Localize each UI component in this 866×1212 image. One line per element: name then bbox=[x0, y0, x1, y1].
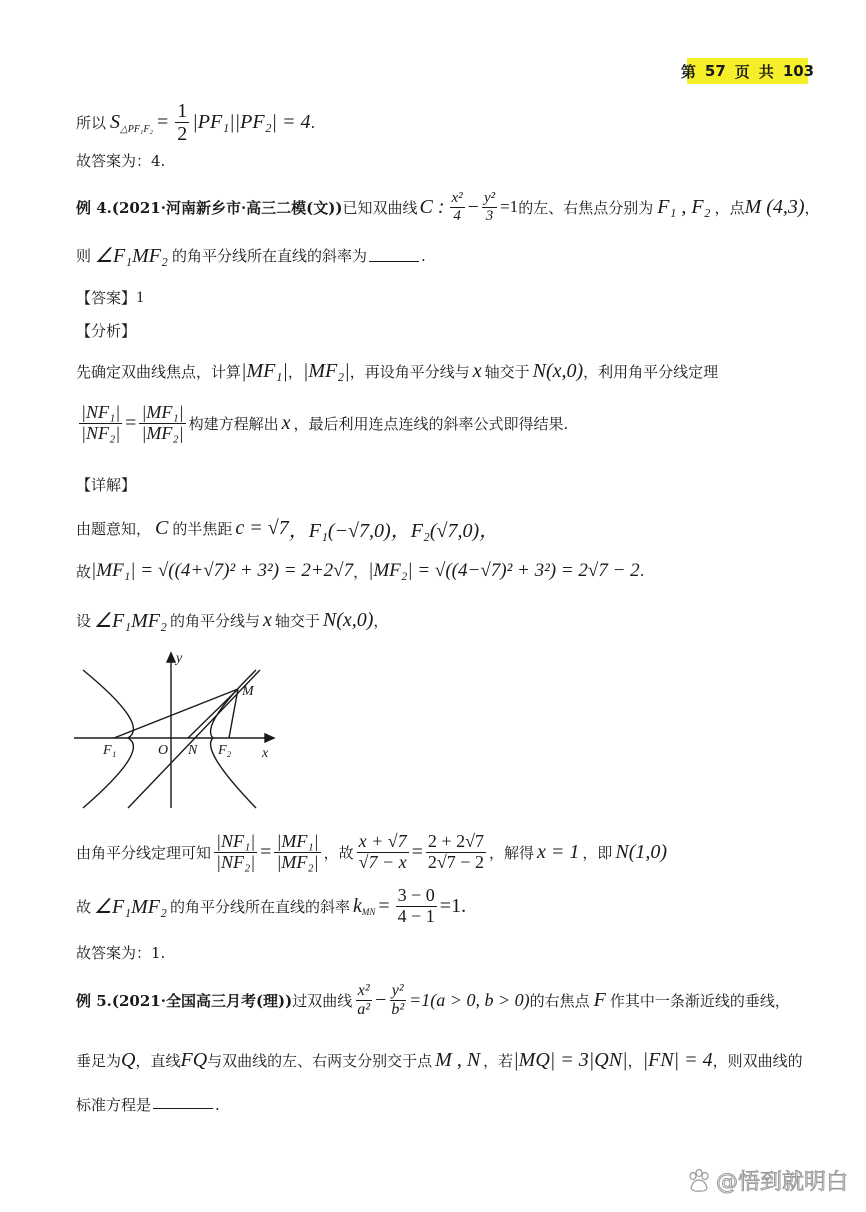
answer-label: 【答案】 bbox=[76, 289, 137, 307]
text: 则 bbox=[76, 247, 92, 265]
frac-den: |MF₂| bbox=[141, 422, 184, 443]
analysis-line2 bbox=[76, 403, 568, 444]
slope-line bbox=[76, 886, 466, 927]
text-end: . bbox=[215, 1095, 220, 1114]
eq: = bbox=[260, 840, 272, 863]
fraction-nf bbox=[79, 403, 122, 444]
text: ，故 bbox=[323, 843, 354, 862]
angle: ∠F₁MF₂ bbox=[94, 895, 167, 918]
math-n: N(x,0) bbox=[532, 360, 584, 382]
text: 过双曲线 bbox=[292, 991, 353, 1010]
hyperbola-diagram bbox=[70, 640, 300, 815]
text: 轴交于 bbox=[484, 363, 530, 381]
text: 设 bbox=[76, 612, 92, 630]
math-mn: M , N bbox=[435, 1049, 481, 1071]
bisector-line bbox=[128, 670, 260, 808]
example5-stem bbox=[76, 982, 790, 1018]
fraction-y2-b2 bbox=[389, 982, 406, 1018]
text: ，即 bbox=[582, 843, 613, 862]
frac-den: 2 bbox=[177, 123, 188, 145]
frac-num: y² bbox=[483, 190, 496, 206]
focus-f: F bbox=[593, 988, 606, 1011]
text-prefix: 所以 bbox=[76, 114, 107, 132]
final-answer: 故答案为：1. bbox=[76, 944, 166, 962]
frac-num: x² bbox=[357, 982, 370, 999]
page-label-prefix: 第 bbox=[680, 62, 696, 81]
text: ，利用角平分线定理 bbox=[583, 363, 719, 381]
point-m: M (4,3) bbox=[744, 195, 805, 218]
stem-text: 已知双曲线 bbox=[342, 198, 418, 217]
math-mf2: |MF₂| bbox=[302, 360, 350, 382]
answer-row bbox=[76, 287, 144, 308]
fraction-mf bbox=[139, 403, 185, 444]
frac-den: |MF₂| bbox=[276, 851, 319, 872]
eq: = bbox=[378, 894, 390, 917]
frac-den: 4 bbox=[453, 207, 461, 224]
example-label: 例 5. bbox=[76, 991, 112, 1010]
math-x: x bbox=[262, 609, 272, 631]
condition-1: |MQ| = 3|QN| bbox=[513, 1049, 628, 1071]
text: 垂足为 bbox=[76, 1052, 122, 1070]
math-f1: ，F₁(−√7,0) bbox=[288, 520, 391, 542]
minus: − bbox=[375, 988, 387, 1011]
text: 故 bbox=[76, 897, 92, 916]
math-mf1: |MF₁| bbox=[241, 360, 288, 382]
stem-text: ，点 bbox=[714, 198, 745, 217]
watermark bbox=[686, 1165, 848, 1196]
text: ， bbox=[353, 562, 369, 581]
math-c-value: c = √7 bbox=[235, 517, 289, 539]
foci: F₁ , F₂ bbox=[657, 195, 711, 218]
fraction-half bbox=[175, 100, 189, 145]
label-x: x bbox=[262, 746, 269, 761]
frac-den: |NF₂| bbox=[81, 422, 121, 443]
text: ，再设角平分线与 bbox=[349, 363, 470, 381]
hyperbola-left-branch bbox=[83, 670, 133, 808]
text: 的角平分线所在直线的斜率为 bbox=[171, 247, 367, 265]
fraction-y2-3 bbox=[482, 190, 497, 224]
curve-name: C : bbox=[419, 195, 445, 218]
text: ， bbox=[627, 1052, 643, 1070]
analysis-line1 bbox=[76, 360, 718, 383]
analysis-label: 【分析】 bbox=[76, 322, 137, 340]
math-s: S bbox=[110, 111, 121, 133]
minus: − bbox=[467, 195, 479, 218]
frac-num: |NF₁| bbox=[81, 402, 121, 422]
condition: =1(a > 0, b > 0) bbox=[409, 989, 530, 1010]
angle: ∠F₁MF₂ bbox=[94, 610, 167, 632]
baidu-paw-icon bbox=[686, 1168, 712, 1194]
math-x: x bbox=[472, 360, 482, 382]
text: 构建方程解出 bbox=[188, 414, 279, 433]
text: ，若 bbox=[483, 1052, 514, 1070]
watermark-text: @悟到就明白 bbox=[716, 1170, 849, 1195]
fraction-values bbox=[426, 832, 486, 873]
frac-num: x + √7 bbox=[358, 831, 407, 851]
frac-num: 2 + 2√7 bbox=[427, 831, 484, 851]
page-number-badge bbox=[680, 58, 815, 84]
fraction-x2-4 bbox=[450, 190, 465, 224]
example5-line3 bbox=[76, 1094, 220, 1115]
text: 标准方程是 bbox=[76, 1096, 152, 1114]
answer-value: 1 bbox=[136, 288, 145, 306]
text: 的角平分线与 bbox=[169, 612, 260, 630]
solution-x: x = 1 bbox=[536, 840, 580, 863]
text: 与双曲线的左、右两支分别交于点 bbox=[207, 1052, 433, 1070]
condition-2: |FN| = 4 bbox=[642, 1049, 713, 1071]
fraction-x-sqrt7 bbox=[357, 832, 409, 873]
label-n: N bbox=[188, 743, 198, 758]
text-end: . bbox=[310, 113, 316, 132]
frac-den: √7 − x bbox=[358, 851, 407, 872]
text: 先确定双曲线焦点，计算 bbox=[76, 363, 242, 381]
fraction-slope bbox=[396, 886, 437, 927]
math-mf1-calc: |MF₁| = √((4+√7)² + 3²) = 2+2√7 bbox=[91, 560, 354, 581]
label-f1: F₁ bbox=[103, 743, 117, 758]
text: ，直线 bbox=[135, 1052, 181, 1070]
math-s-sub: △PF₁F₂ bbox=[120, 124, 153, 135]
frac-num: x² bbox=[451, 190, 463, 206]
text: 由题意知， bbox=[76, 520, 152, 538]
eq: = bbox=[125, 411, 137, 434]
page-current: 57 bbox=[704, 62, 726, 80]
segment-f1-m bbox=[114, 689, 238, 738]
example4-stem bbox=[76, 190, 820, 224]
page-label-mid: 页 bbox=[734, 62, 750, 81]
fraction-nf bbox=[214, 832, 257, 873]
y-axis-arrow-icon bbox=[167, 653, 175, 662]
frac-den: 3 bbox=[485, 207, 494, 224]
math-fq: FQ bbox=[180, 1049, 208, 1071]
text: ， bbox=[287, 363, 303, 381]
math-n: N(x,0) bbox=[322, 609, 374, 631]
frac-num: y² bbox=[391, 982, 404, 999]
frac-num: |MF₁| bbox=[276, 831, 319, 851]
frac-den: a² bbox=[357, 1000, 371, 1018]
detail-line2 bbox=[76, 560, 644, 582]
stem-text: 的左、右焦点分别为 bbox=[518, 198, 654, 217]
math-k-sub: MN bbox=[361, 907, 376, 918]
label-m: M bbox=[242, 684, 254, 699]
frac-den: 2√7 − 2 bbox=[427, 851, 484, 872]
text: 作其中一条渐近线的垂线， bbox=[609, 991, 790, 1010]
detail-line1 bbox=[76, 514, 499, 543]
answer-blank bbox=[369, 260, 419, 262]
example-source: (2021·全国高三月考(理)) bbox=[111, 991, 293, 1010]
math-q: Q bbox=[121, 1049, 136, 1071]
text: 故 bbox=[76, 562, 92, 581]
example5-line2 bbox=[76, 1049, 803, 1072]
answer-blank bbox=[153, 1107, 213, 1109]
text-end: . bbox=[420, 246, 426, 265]
math-mf2-calc: |MF₂| = √((4−√7)² + 3²) = 2√7 − 2 bbox=[368, 560, 640, 581]
math-k: k bbox=[352, 894, 362, 917]
slope-result: =1. bbox=[439, 894, 467, 917]
prev-answer: 故答案为：4. bbox=[76, 152, 166, 170]
eq: = bbox=[411, 840, 423, 863]
hyperbola-figure bbox=[70, 640, 300, 815]
frac-den: |NF₂| bbox=[216, 851, 256, 872]
bisector-theorem-line bbox=[76, 832, 667, 873]
stem-text: ， bbox=[804, 198, 820, 217]
text: ，则双曲线的 bbox=[712, 1052, 803, 1070]
math-f2: ，F₂(√7,0)， bbox=[390, 520, 500, 542]
math-c: C bbox=[155, 517, 169, 539]
fraction-mf bbox=[274, 832, 320, 873]
prev-solution-area-line bbox=[76, 100, 315, 145]
frac-den: 4 − 1 bbox=[397, 905, 435, 926]
fraction-x2-a2 bbox=[355, 982, 372, 1018]
example4-question bbox=[76, 243, 426, 268]
text: ， bbox=[373, 612, 389, 630]
frac-num: |NF₁| bbox=[216, 831, 256, 851]
frac-num: 1 bbox=[177, 100, 188, 122]
detail-label: 【详解】 bbox=[76, 476, 137, 494]
math-eq: = bbox=[156, 111, 169, 133]
text: 轴交于 bbox=[274, 612, 320, 630]
detail-line3 bbox=[76, 608, 388, 633]
example-source: (2021·河南新乡市·高三二模(文)) bbox=[111, 198, 343, 217]
math-rest: |PF₁||PF₂| = 4 bbox=[192, 111, 311, 133]
text-end: . bbox=[639, 562, 645, 580]
eq-one: =1 bbox=[500, 197, 519, 216]
angle: ∠F₁MF₂ bbox=[95, 245, 168, 267]
frac-den: b² bbox=[391, 1000, 405, 1018]
x-axis-arrow-icon bbox=[265, 734, 274, 742]
example-label: 例 4. bbox=[76, 198, 112, 217]
text: ，解得 bbox=[488, 843, 534, 862]
text: ，最后利用连点连线的斜率公式即得结果. bbox=[293, 414, 569, 433]
label-o: O bbox=[158, 743, 169, 758]
point-n: N(1,0) bbox=[615, 840, 668, 863]
text: 的半焦距 bbox=[172, 520, 233, 538]
text: 由角平分线定理可知 bbox=[76, 843, 212, 862]
text: 的角平分线所在直线的斜率 bbox=[169, 897, 350, 916]
page-total-prefix: 共 bbox=[758, 62, 774, 81]
frac-num: |MF₁| bbox=[141, 402, 184, 422]
text: 的右焦点 bbox=[529, 991, 590, 1010]
math-x: x bbox=[281, 411, 291, 434]
frac-num: 3 − 0 bbox=[397, 885, 435, 905]
label-f2: F₂ bbox=[218, 743, 232, 758]
label-y: y bbox=[176, 651, 183, 666]
page-total: 103 bbox=[782, 62, 815, 80]
